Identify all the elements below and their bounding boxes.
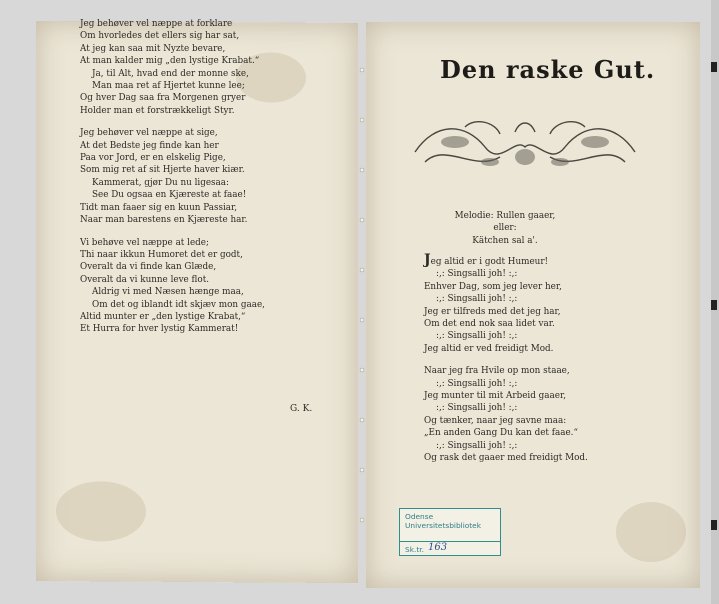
poem-line: See Du ogsaa en Kjæreste at faae!: [92, 190, 247, 201]
poem-line: Naar man barestens en Kjæreste har.: [80, 215, 248, 226]
poem-line: :,: Singsalli joh! :,:: [436, 378, 518, 389]
poem-line: Jeg er tilfreds med det jeg har,: [424, 306, 561, 317]
right-poem: [424, 254, 588, 475]
scanner-mark: [711, 62, 717, 72]
poem-line: Og rask det gaaer med freidigt Mod.: [424, 453, 588, 464]
poem-line: Naar jeg fra Hvile op mon staae,: [424, 366, 570, 377]
poem-line: Kammerat, gjør Du nu ligesaa:: [92, 177, 230, 188]
poem-line: :,: Singsalli joh! :,:: [436, 331, 518, 342]
melody-line: Kätchen sal a'.: [472, 235, 538, 246]
signature: G. K.: [290, 404, 313, 414]
poem-line: Jeg behøver vel næppe at sige,: [80, 128, 218, 139]
stanza: [80, 18, 265, 117]
stamp-library-line: Universitetsbibliotek: [405, 521, 481, 530]
perforation-icon: [357, 60, 367, 560]
poem-line: Overalt da vi kunne leve flot.: [80, 274, 210, 285]
poem-line: Man maa ret af Hjertet kunne lee;: [92, 81, 245, 92]
poem-line: Om det og iblandt idt skjæv mon gaae,: [92, 299, 265, 310]
scanner-mark: [711, 300, 717, 310]
poem-line: Altid munter er „den lystige Krabat,“: [80, 311, 246, 322]
poem-line: Jeg altid er ved freidigt Mod.: [424, 343, 554, 354]
library-stamp: [399, 508, 501, 556]
poem-line: „En anden Gang Du kan det faae.“: [424, 428, 578, 439]
stanza: [424, 254, 588, 355]
poem-line: Og hver Dag saa fra Morgenen gryer: [80, 93, 246, 104]
stanza: [424, 365, 588, 464]
poem-line: At jeg kan saa mit Nyzte bevare,: [80, 43, 226, 54]
poem-line: :,: Singsalli joh! :,:: [436, 440, 518, 451]
stanza: [80, 127, 265, 226]
poem-line: Et Hurra for hver lystig Kammerat!: [80, 324, 239, 335]
poem-line: Vi behøve vel næppe at lede;: [80, 237, 209, 248]
poem-line: Jeg munter til mit Arbeid gaaer,: [424, 391, 567, 402]
floral-vignette-icon: [405, 112, 645, 186]
melody-note: [440, 210, 570, 247]
scanner-mark: [711, 520, 717, 530]
poem-line: Jeg behøver vel næppe at forklare: [80, 19, 233, 29]
page-title: Den raske Gut.: [440, 55, 656, 84]
stamp-shelf-number: 163: [428, 542, 448, 553]
melody-line: Melodie: Rullen gaaer,: [454, 211, 556, 221]
melody-line: eller:: [493, 223, 517, 234]
stamp-library-line: Odense: [405, 512, 434, 521]
poem-line: Holder man et forstrækkeligt Styr.: [80, 105, 235, 116]
poem-line: Overalt da vi finde kan Glæde,: [80, 262, 217, 273]
poem-line: Aldrig vi med Næsen hænge maa,: [92, 287, 244, 298]
binding-gutter: [357, 60, 367, 560]
poem-line: :,: Singsalli joh! :,:: [436, 294, 518, 305]
poem-line: Enhver Dag, som jeg lever her,: [424, 281, 562, 292]
poem-line: Og tænker, naar jeg savne maa:: [424, 415, 567, 426]
drop-cap: J: [424, 252, 431, 268]
poem-line: [424, 254, 588, 268]
stanza: [80, 237, 265, 336]
poem-line: Om hvorledes det ellers sig har sat,: [80, 31, 240, 42]
poem-line: Paa vor Jord, er en elskelig Pige,: [80, 153, 226, 164]
poem-line: :,: Singsalli joh! :,:: [436, 403, 518, 414]
poem-line: Tidt man faaer sig en kuun Passiar,: [80, 202, 238, 213]
left-poem: [80, 18, 265, 346]
poem-line: Om det end nok saa lidet var.: [424, 319, 555, 330]
poem-line-text: eg altid er i godt Humeur!: [430, 257, 549, 267]
stamp-shelf-label: Sk.tr.: [405, 545, 424, 554]
poem-line: At man kalder mig „den lystige Krabat.“: [80, 56, 260, 67]
poem-line: At det Bedste jeg finde kan her: [80, 140, 219, 151]
poem-line: :,: Singsalli joh! :,:: [436, 269, 518, 280]
poem-line: Ja, til Alt, hvad end der monne ske,: [92, 68, 249, 79]
poem-line: Thi naar ikkun Humoret det er godt,: [80, 249, 243, 260]
poem-line: Som mig ret af sit Hjerte haver kiær.: [80, 165, 245, 176]
